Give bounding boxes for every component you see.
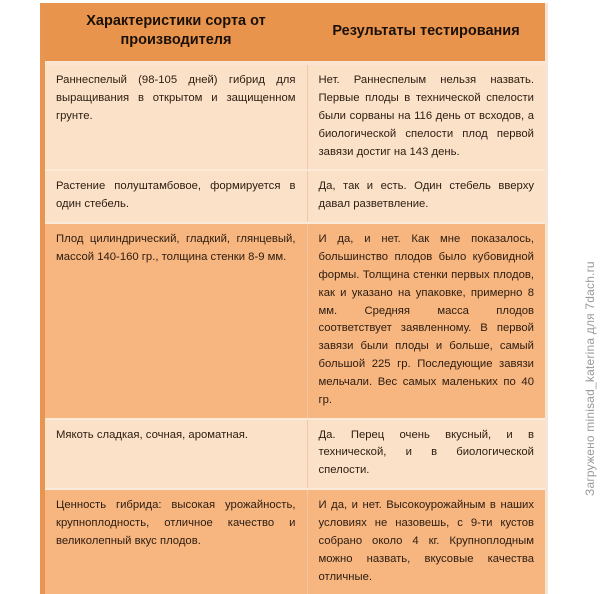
comparison-table-container <box>40 3 548 594</box>
cell-test-result <box>307 65 545 170</box>
cell-characteristic-text: Раннеспелый (98-105 дней) гибрид для выращивания в открытом и защищенном грунте. <box>56 74 296 122</box>
cell-characteristic <box>45 419 307 490</box>
cell-characteristic-text: Растение полуштамбовое, формируется в один стебель. <box>56 180 296 211</box>
watermark-text: Загружено minisad_katerina для 7dach.ru <box>583 261 597 496</box>
cell-test-result-text: И да, и нет. Как мне показалось, большинство плодов было кубовидной формы. Толщина стенки первых плодов, как и указано на упаковке, примерно 8 мм. Средняя масса плодов соответствует заявленному. В первой завязи были плоды и больше, самый большой 225 гр. Последующие завязи мельчали. Вес самых маленьких по 40 гр. <box>318 233 534 406</box>
table-body <box>45 65 545 594</box>
cell-test-result-text: Да, так и есть. Один стебель вверху давал разветвление. <box>318 180 534 211</box>
cell-characteristic <box>45 170 307 223</box>
cell-characteristic <box>45 489 307 594</box>
table-row <box>45 489 545 594</box>
column-header-manufacturer-characteristics: Характеристики сорта от производителя <box>45 3 307 61</box>
cell-test-result <box>307 170 545 223</box>
cell-test-result <box>307 223 545 418</box>
cell-characteristic-text: Плод цилиндрический, гладкий, глянцевый, массой 140-160 гр., толщина стенки 8-9 мм. <box>56 233 296 263</box>
cell-characteristic-text: Ценность гибрида: высокая урожайность, крупноплодность, отличное качество и великолепный вкус плодов. <box>56 499 296 547</box>
table-row <box>45 223 545 418</box>
cell-test-result-text: И да, и нет. Высокоурожайным в наших условиях не назовешь, с 9-ти кустов собрано около 4 кг. Крупноплодным можно назвать, вкусовые качества отличные. <box>318 499 534 583</box>
table-row <box>45 419 545 490</box>
table-row <box>45 170 545 223</box>
cell-characteristic <box>45 65 307 170</box>
cell-test-result <box>307 489 545 594</box>
cell-test-result-text: Да. Перец очень вкусный, и в технической, и в биологической спелости. <box>318 428 534 477</box>
cell-test-result-text: Нет. Раннеспелым нельзя назвать. Первые плоды в технической спелости были сорваны на 116 день от всходов, а биологической спелости плод первой завязи достиг на 143 день. <box>318 74 534 158</box>
table-row <box>45 65 545 170</box>
header-row <box>45 3 545 61</box>
cell-characteristic-text: Мякоть сладкая, сочная, ароматная. <box>56 428 249 441</box>
comparison-table <box>45 3 545 594</box>
column-header-test-results: Результаты тестирования <box>307 3 545 61</box>
table-header <box>45 3 545 65</box>
cell-test-result <box>307 419 545 490</box>
cell-characteristic <box>45 223 307 418</box>
